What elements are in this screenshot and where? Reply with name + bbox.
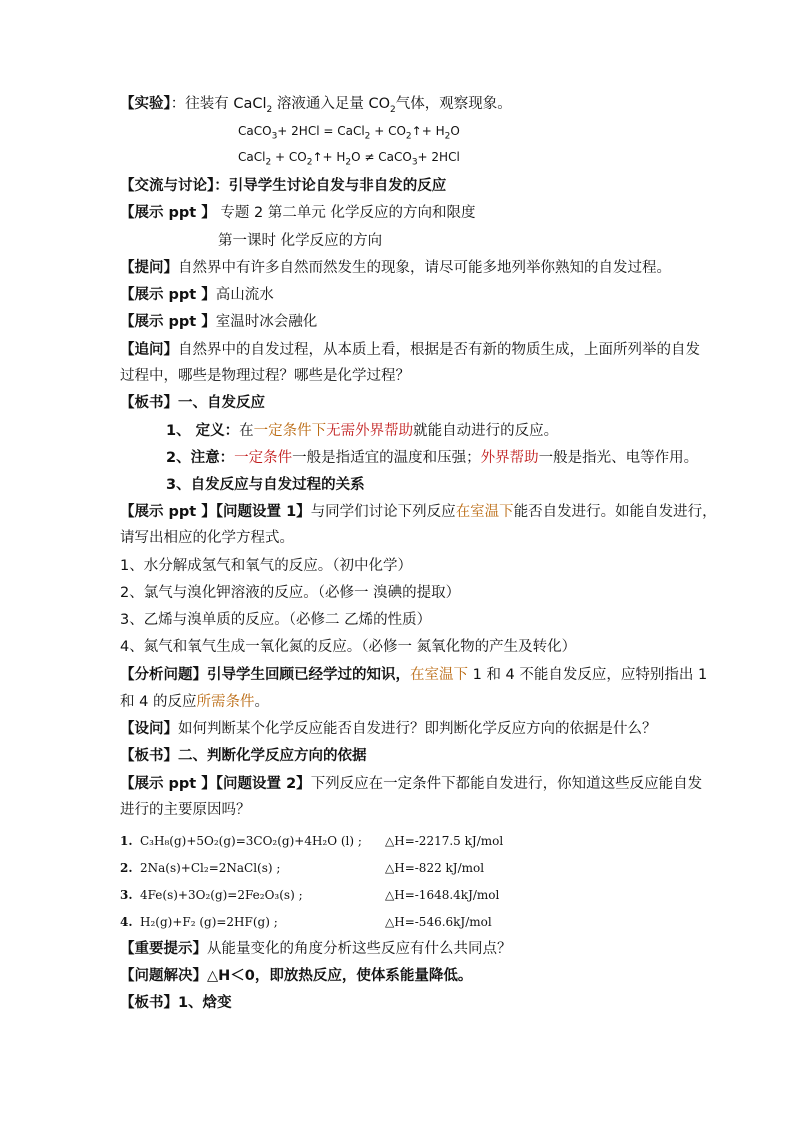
followup-line-1: 【追问】自然界中的自发过程，从本质上看，根据是否有新的物质生成，上面所列举的自发 bbox=[120, 342, 700, 358]
lesson-line: 第一课时 化学反应的方向 bbox=[218, 233, 383, 249]
discussion-line: 【交流与讨论】：引导学生讨论自发与非自发的反应 bbox=[120, 178, 447, 194]
board-1-line: 【板书】一、自发反应 bbox=[120, 395, 265, 411]
equation-1: CaCO$_3$+ 2HCl = CaCl$_2$ + $CO_2↑+ H_2O$ bbox=[238, 124, 460, 142]
list-item: 4、氮气和氧气生成一氧化氮的反应。（必修一 氮氧化物的产生及转化） bbox=[120, 639, 577, 655]
board-2-line: 【板书】二、判断化学反应方向的依据 bbox=[120, 748, 367, 764]
note-line: 2、注意：一定条件一般是指适宜的温度和压强；外界帮助一般是指光、电等作用。 bbox=[166, 450, 699, 466]
show-ppt-title-line: 【展示 ppt 】 专题 2 第二单元 化学反应的方向和限度 bbox=[120, 205, 476, 221]
question-line: 【提问】自然界中有许多自然而然发生的现象，请尽可能多地列举你熟知的自发过程。 bbox=[120, 260, 671, 276]
list-item: 1、水分解成氢气和氧气的反应。（初中化学） bbox=[120, 558, 412, 574]
show-ppt-1-line: 【展示 ppt 】高山流水 bbox=[120, 287, 274, 303]
reaction-row: 2. 2Na(s)+Cl₂=2NaCl(s) ; △H=-822 kJ/mol bbox=[120, 861, 485, 875]
list-item: 2、氯气与溴化钾溶液的反应。（必修一 溴碘的提取） bbox=[120, 585, 461, 601]
board-3-line: 【板书】1、焓变 bbox=[120, 995, 232, 1011]
solve-line: 【问题解决】△H＜0，即放热反应，使体系能量降低。 bbox=[120, 968, 473, 984]
analysis-line-1: 【分析问题】引导学生回顾已经学过的知识，在室温下 1 和 4 不能自发反应，应特别指出 1 bbox=[120, 667, 708, 683]
reaction-row: 4. H₂(g)+F₂ (g)=2HF(g) ; △H=-546.6kJ/mol bbox=[120, 915, 492, 929]
list-item: 3、乙烯与溴单质的反应。（必修二 乙烯的性质） bbox=[120, 612, 432, 628]
ask-line: 【设问】如何判断某个化学反应能否自发进行？即判断化学反应方向的依据是什么？ bbox=[120, 721, 657, 737]
experiment-tag: 【实验】 bbox=[120, 96, 171, 112]
problem-1-line-1: 【展示 ppt 】【问题设置 1】与同学们讨论下列反应在室温下能否自发进行。如能自发进行， bbox=[120, 504, 717, 520]
definition-line: 1、 定义：在一定条件下无需外界帮助就能自动进行的反应。 bbox=[166, 423, 559, 439]
analysis-line-2: 和 4 的反应所需条件。 bbox=[120, 694, 269, 710]
equation-2: CaCl$_2$ + $CO_2↑+ H_2O$ ≠ CaCO$_3$+ 2HCl bbox=[238, 150, 460, 168]
relation-line: 3、自发反应与自发过程的关系 bbox=[166, 477, 365, 493]
reaction-row: 3. 4Fe(s)+3O₂(g)=2Fe₂O₃(s) ; △H=-1648.4kJ/mol bbox=[120, 888, 500, 902]
problem-2-line-2: 进行的主要原因吗？ bbox=[120, 802, 251, 818]
reaction-row: 1. C₃H₈(g)+5O₂(g)=3CO₂(g)+4H₂O (l) ; △H=-2217.5 kJ/mol bbox=[120, 834, 504, 848]
problem-1-line-2: 请写出相应的化学方程式。 bbox=[120, 530, 294, 546]
hint-line: 【重要提示】从能量变化的角度分析这些反应有什么共同点？ bbox=[120, 941, 512, 957]
followup-line-2: 过程中，哪些是物理过程？哪些是化学过程？ bbox=[120, 368, 410, 384]
show-ppt-2-line: 【展示 ppt 】室温时冰会融化 bbox=[120, 314, 318, 330]
experiment-line: 【实验】：往装有 CaCl$_2$ 溶液通入足量 $CO_2$气体，观察现象。 bbox=[120, 96, 512, 115]
problem-2-line-1: 【展示 ppt 】【问题设置 2】下列反应在一定条件下都能自发进行，你知道这些反应能自发 bbox=[120, 776, 703, 792]
